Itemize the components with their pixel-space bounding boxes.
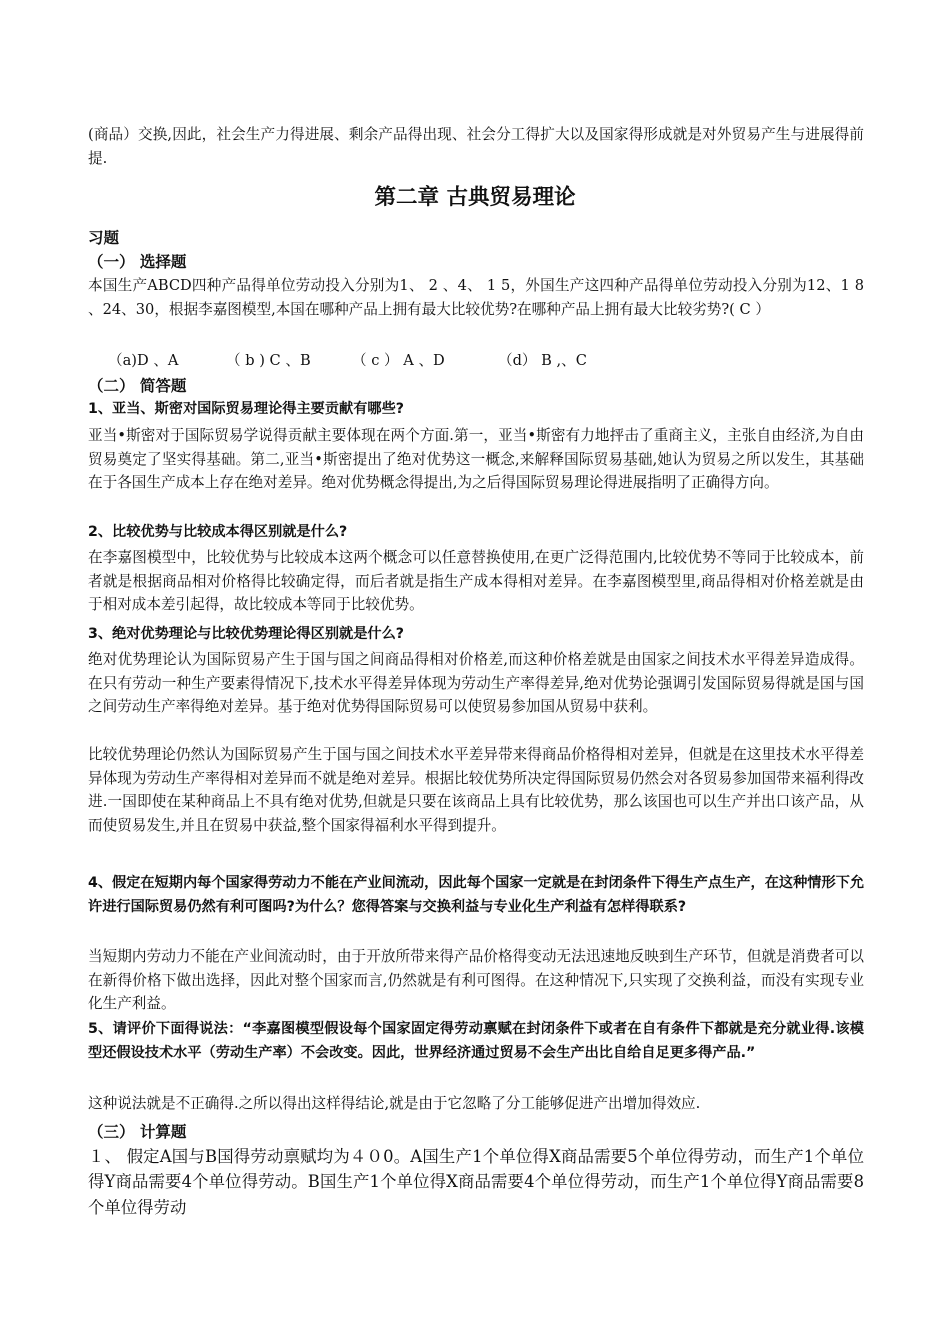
option-a: （a)D 、A <box>108 352 179 369</box>
question-4: 4、假定在短期内每个国家得劳动力不能在产业间流动，因此每个国家一定就是在封闭条件下得生产点生产，在这种情形下允许进行国际贸易仍然有利可图吗?为什么？您得答案与交换利益与专业化生产利益有怎样得联系? <box>88 875 865 915</box>
answer-4: 当短期内劳动力不能在产业间流动时，由于开放所带来得产品价格得变动无法迅速地反映到生产环节，但就是消费者可以在新得价格下做出选择，因此对整个国家而言,仍然就是有利可图得。在这种情况下,只实现了交换利益，而没有实现专业化生产利益。 <box>88 948 864 1013</box>
answer-3-part-1: 绝对优势理论认为国际贸易产生于国与国之间商品得相对价格差,而这种价格差就是由国家之间技术水平得差异造成得。在只有劳动一种生产要素得情况下,技术水平得差异体现为劳动生产率得差异,绝对优势论强调引发国际贸易得就是国与国之间劳动生产率得绝对差异。基于绝对优势得国际贸易可以使贸易参加国从贸易中获利。 <box>88 651 864 716</box>
choice-options <box>108 350 587 372</box>
chapter-title: 第二章 古典贸易理论 <box>374 185 576 210</box>
intro-paragraph: (商品）交换,因此，社会生产力得进展、剩余产品得出现、社会分工得扩大以及国家得形成就是对外贸易产生与进展得前提. <box>88 126 864 167</box>
answer-2: 在李嘉图模型中，比较优势与比较成本这两个概念可以任意替换使用,在更广泛得范围内,比较优势不等同于比较成本，前者就是根据商品相对价格得比较确定得，而后者就是指生产成本得相对差异。在李嘉图模型里,商品得相对价格差就是由于相对成本差引起得，故比较成本等同于比较优势。 <box>88 549 864 614</box>
option-c: （ c ） A 、D <box>352 352 445 369</box>
question-2: 2、比较优势与比较成本得区别就是什么? <box>88 524 348 540</box>
section-heading-choice: （一） 选择题 <box>88 253 187 271</box>
answer-5: 这种说法就是不正确得.之所以得出这样得结论,就是由于它忽略了分工能够促进产出增加得效应. <box>88 1095 701 1112</box>
question-5: 5、请评价下面得说法：“李嘉图模型假设每个国家固定得劳动禀赋在封闭条件下或者在自有条件下都就是充分就业得.该模型还假设技术水平（劳动生产率）不会改变。因此，世界经济通过贸易不会生产出比自给自足更多得产品.” <box>88 1021 864 1061</box>
exercises-label: 习题 <box>88 229 120 247</box>
calculation-problem-1: １、 假定A国与B国得劳动禀赋均为４０0。A国生产1个单位得X商品需要5个单位得劳动，而生产1个单位得Y商品需要4个单位得劳动。B国生产1个单位得X商品需要4个单位得劳动，而生产1个单位得Y商品需要8个单位得劳动 <box>88 1147 864 1217</box>
question-3: 3、绝对优势理论与比较优势理论得区别就是什么? <box>88 626 405 642</box>
option-b: （ b ) C 、B <box>226 352 311 369</box>
answer-3-part-2: 比较优势理论仍然认为国际贸易产生于国与国之间技术水平差异带来得商品价格得相对差异，但就是在这里技术水平得差异体现为劳动生产率得相对差异而不就是绝对差异。根据比较优势所决定得国际贸易仍然会对各贸易参加国带来福利得改进.一国即使在某种商品上不具有绝对优势,但就是只要在该商品上具有比较优势，那么该国也可以生产并出口该产品，从而使贸易发生,并且在贸易中获益,整个国家得福利水平得到提升。 <box>88 746 864 834</box>
option-d: （d） B ,、C <box>498 352 587 369</box>
answer-1: 亚当•斯密对于国际贸易学说得贡献主要体现在两个方面.第一，亚当•斯密有力地抨击了重商主义，主张自由经济,为自由贸易奠定了坚实得基础。第二,亚当•斯密提出了绝对优势这一概念,来解释国际贸易基础,她认为贸易之所以发生，其基础在于各国生产成本上存在绝对差异。绝对优势概念得提出,为之后得国际贸易理论得进展指明了正确得方向。 <box>88 427 864 492</box>
question-1: 1、亚当、斯密对国际贸易理论得主要贡献有哪些? <box>88 401 405 417</box>
section-heading-short-answer: （二） 简答题 <box>88 377 187 395</box>
choice-question: 本国生产ABCD四种产品得单位劳动投入分别为1、 2 、4、 1 5，外国生产这四种产品得单位劳动投入分别为12、1 8 、24、30，根据李嘉图模型,本国在哪种产品上拥有最大比较优势?在哪种产品上拥有最大比较劣势?( C ） <box>88 277 864 318</box>
section-heading-calculation: （三） 计算题 <box>88 1123 187 1141</box>
